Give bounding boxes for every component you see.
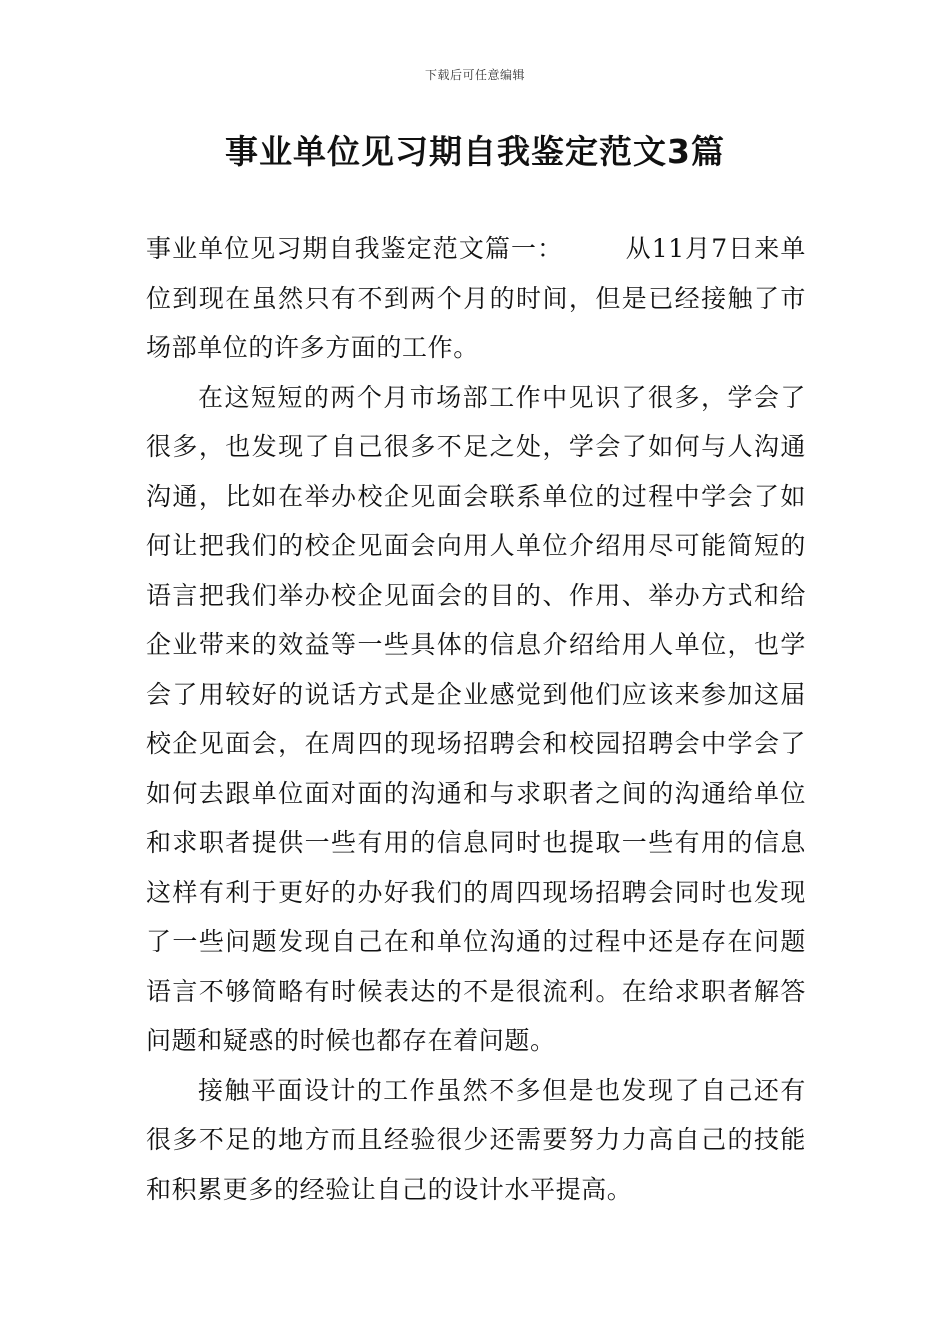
document-title: 事业单位见习期自我鉴定范文3篇 bbox=[225, 132, 725, 171]
section-label: 事业单位见习期自我鉴定范文篇一： bbox=[146, 234, 564, 263]
paragraph-1-text: 从11月7日来单位到现在虽然只有不到两个月的时间，但是已经接触了市场部单位的许多方面的工作。 bbox=[146, 234, 806, 362]
paragraph-1 bbox=[146, 224, 806, 373]
paragraph-2: 在这短短的两个月市场部工作中见识了很多，学会了很多，也发现了自己很多不足之处，学会了如何与人沟通沟通，比如在举办校企见面会联系单位的过程中学会了如何让把我们的校企见面会向用人单位介绍用尽可能简短的语言把我们举办校企见面会的目的、作用、举办方式和给企业带来的效益等一些具体的信息介绍给用人单位，也学会了用较好的说话方式是企业感觉到他们应该来参加这届校企见面会，在周四的现场招聘会和校园招聘会中学会了如何去跟单位面对面的沟通和与求职者之间的沟通给单位和求职者提供一些有用的信息同时也提取一些有用的信息这样有利于更好的办好我们的周四现场招聘会同时也发现了一些问题发现自己在和单位沟通的过程中还是存在问题语言不够简略有时候表达的不是很流利。在给求职者解答问题和疑惑的时候也都存在着问题。 bbox=[146, 382, 806, 1055]
header-note: 下载后可任意编辑 bbox=[424, 68, 525, 82]
document-body bbox=[146, 224, 806, 1214]
paragraph-3: 接触平面设计的工作虽然不多但是也发现了自己还有很多不足的地方而且经验很少还需要努力力高自己的技能和积累更多的经验让自己的设计水平提高。 bbox=[146, 1075, 806, 1204]
